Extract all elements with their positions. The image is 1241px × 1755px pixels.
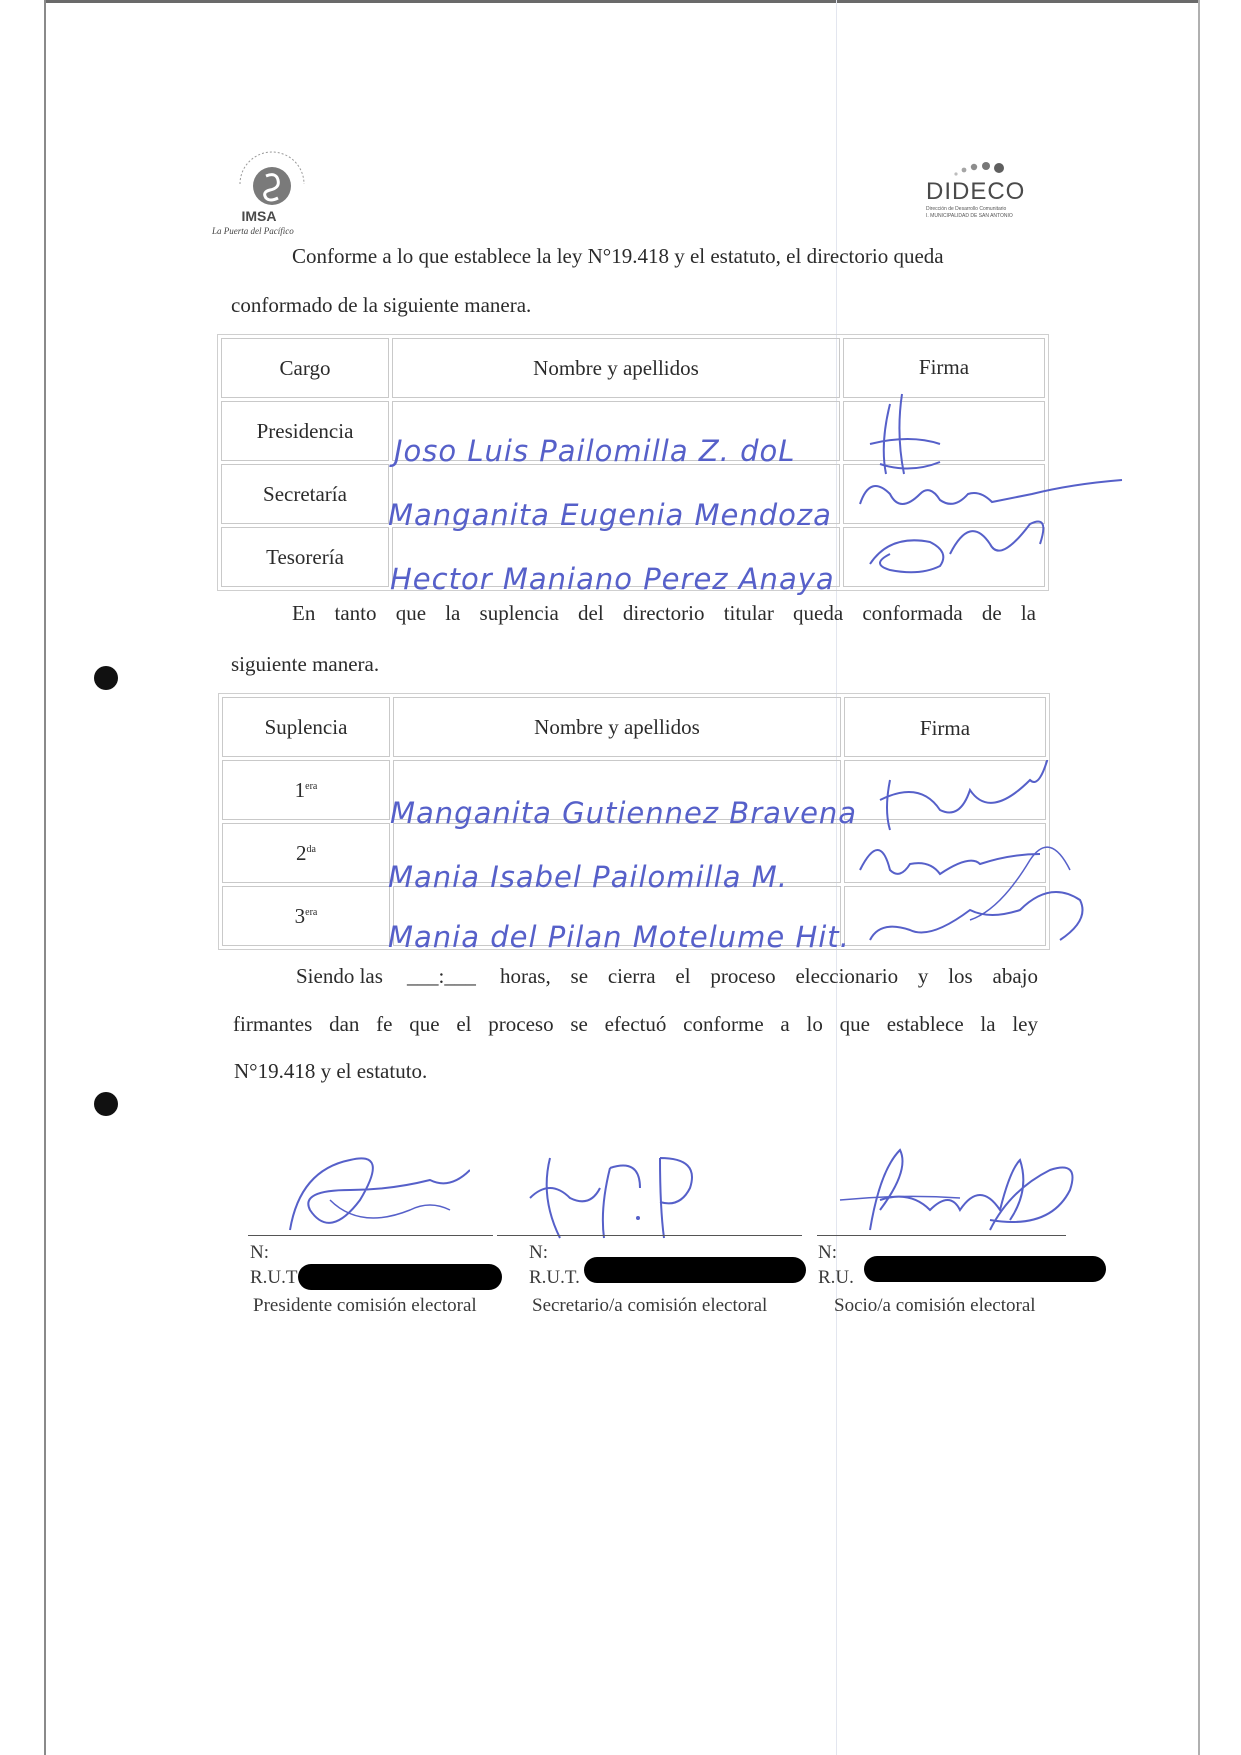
dideco-logo-sub2: I. MUNICIPALIDAD DE SAN ANTONIO bbox=[926, 213, 1013, 219]
signature-line-socio bbox=[817, 1235, 1066, 1236]
signature-role-socio: Socio/a comisión electoral bbox=[834, 1295, 1036, 1316]
cargo-cell: Secretaría bbox=[221, 464, 389, 524]
dideco-dots-icon bbox=[948, 158, 1018, 180]
handwritten-name-tesoreria: Hector Maniano Perez Anaya bbox=[390, 562, 835, 596]
closing-line-1 bbox=[296, 963, 1038, 989]
table-header-row bbox=[222, 697, 1046, 757]
imsa-logo-tagline: La Puerta del Pacífico bbox=[212, 226, 294, 236]
signature-presidente-icon bbox=[270, 1140, 470, 1250]
header-firma: Firma bbox=[844, 697, 1046, 757]
signature-secretario-icon bbox=[520, 1148, 720, 1248]
signature-n-label: N: bbox=[529, 1242, 548, 1263]
redacted-rut bbox=[584, 1257, 806, 1283]
redacted-rut bbox=[864, 1256, 1106, 1282]
header-cargo: Cargo bbox=[221, 338, 389, 398]
intro-line-1: Conforme a lo que establece la ley N°19.418 y el estatuto, el directorio queda bbox=[292, 244, 944, 268]
scan-left-edge bbox=[44, 0, 46, 1755]
suplencia-ordinal: da bbox=[306, 843, 316, 855]
handwritten-name-suplencia-2: Mania Isabel Pailomilla M. bbox=[388, 860, 788, 894]
suplencia-number-cell bbox=[222, 886, 390, 946]
handwritten-name-presidencia: Joso Luis Pailomilla Z. doL bbox=[394, 434, 796, 468]
cargo-cell: Presidencia bbox=[221, 401, 389, 461]
signature-line-secretario bbox=[497, 1235, 802, 1236]
cargo-cell: Tesorería bbox=[221, 527, 389, 587]
dideco-logo-sub1: Dirección de Desarrollo Comunitario bbox=[926, 206, 1007, 212]
signature-rut-label: R.U.T bbox=[250, 1267, 298, 1288]
intro-line-2: conformado de la siguiente manera. bbox=[231, 293, 532, 317]
closing-line-1-end: horas, se cierra el proceso eleccionario y los abajo bbox=[499, 964, 1038, 988]
header-nombre: Nombre y apellidos bbox=[393, 697, 841, 757]
directorio-signatures-icon bbox=[840, 384, 1170, 594]
suplencia-number-cell bbox=[222, 823, 390, 883]
signature-n-label: N: bbox=[250, 1242, 269, 1263]
scan-right-edge bbox=[1198, 0, 1200, 1755]
dideco-logo bbox=[926, 158, 1036, 228]
suplencia-intro-line-1: En tanto que la suplencia del directorio titular queda conformada de la bbox=[292, 601, 1036, 625]
scan-top-edge bbox=[44, 0, 1199, 3]
closing-time-blank: ___:___ bbox=[407, 964, 476, 988]
suplencia-number: 2 bbox=[296, 840, 307, 865]
handwritten-name-suplencia-3: Mania del Pilan Motelume Hit. bbox=[388, 920, 850, 954]
imsa-logo-text: IMSA bbox=[241, 208, 277, 224]
header-nombre: Nombre y apellidos bbox=[392, 338, 840, 398]
punch-hole-bottom bbox=[94, 1092, 118, 1116]
suplencia-ordinal: era bbox=[305, 906, 318, 918]
imsa-logo bbox=[212, 150, 322, 242]
signature-socio-icon bbox=[830, 1130, 1090, 1250]
suplencia-number-cell bbox=[222, 760, 390, 820]
signature-role-presidente: Presidente comisión electoral bbox=[253, 1295, 477, 1316]
closing-line-3: N°19.418 y el estatuto. bbox=[234, 1059, 428, 1083]
closing-line-1-start: Siendo las bbox=[296, 964, 383, 988]
header-suplencia: Suplencia bbox=[222, 697, 390, 757]
suplencia-number: 1 bbox=[294, 777, 306, 802]
handwritten-name-suplencia-1: Manganita Gutiennez Bravena bbox=[390, 796, 858, 830]
closing-line-2: firmantes dan fe que el proceso se efectuó conforme a lo que establece la ley bbox=[233, 1012, 1038, 1036]
header-firma: Firma bbox=[843, 338, 1045, 398]
signature-n-label: N: bbox=[818, 1242, 837, 1263]
signature-role-secretario: Secretario/a comisión electoral bbox=[532, 1295, 768, 1316]
signature-rut-label: R.U. bbox=[818, 1267, 854, 1288]
signature-line-presidente bbox=[248, 1235, 493, 1236]
handwritten-name-secretaria: Manganita Eugenia Mendoza bbox=[388, 498, 832, 532]
imsa-emblem-icon bbox=[222, 150, 322, 212]
signature-rut-label: R.U.T. bbox=[529, 1267, 580, 1288]
suplencia-ordinal: era bbox=[305, 780, 318, 792]
redacted-rut bbox=[298, 1264, 502, 1290]
suplencia-number: 3 bbox=[294, 903, 306, 928]
punch-hole-top bbox=[94, 666, 118, 690]
suplencia-intro-line-2: siguiente manera. bbox=[231, 652, 380, 676]
suplencia-signatures-icon bbox=[850, 760, 1100, 980]
dideco-logo-text: DIDECO bbox=[926, 178, 1026, 205]
